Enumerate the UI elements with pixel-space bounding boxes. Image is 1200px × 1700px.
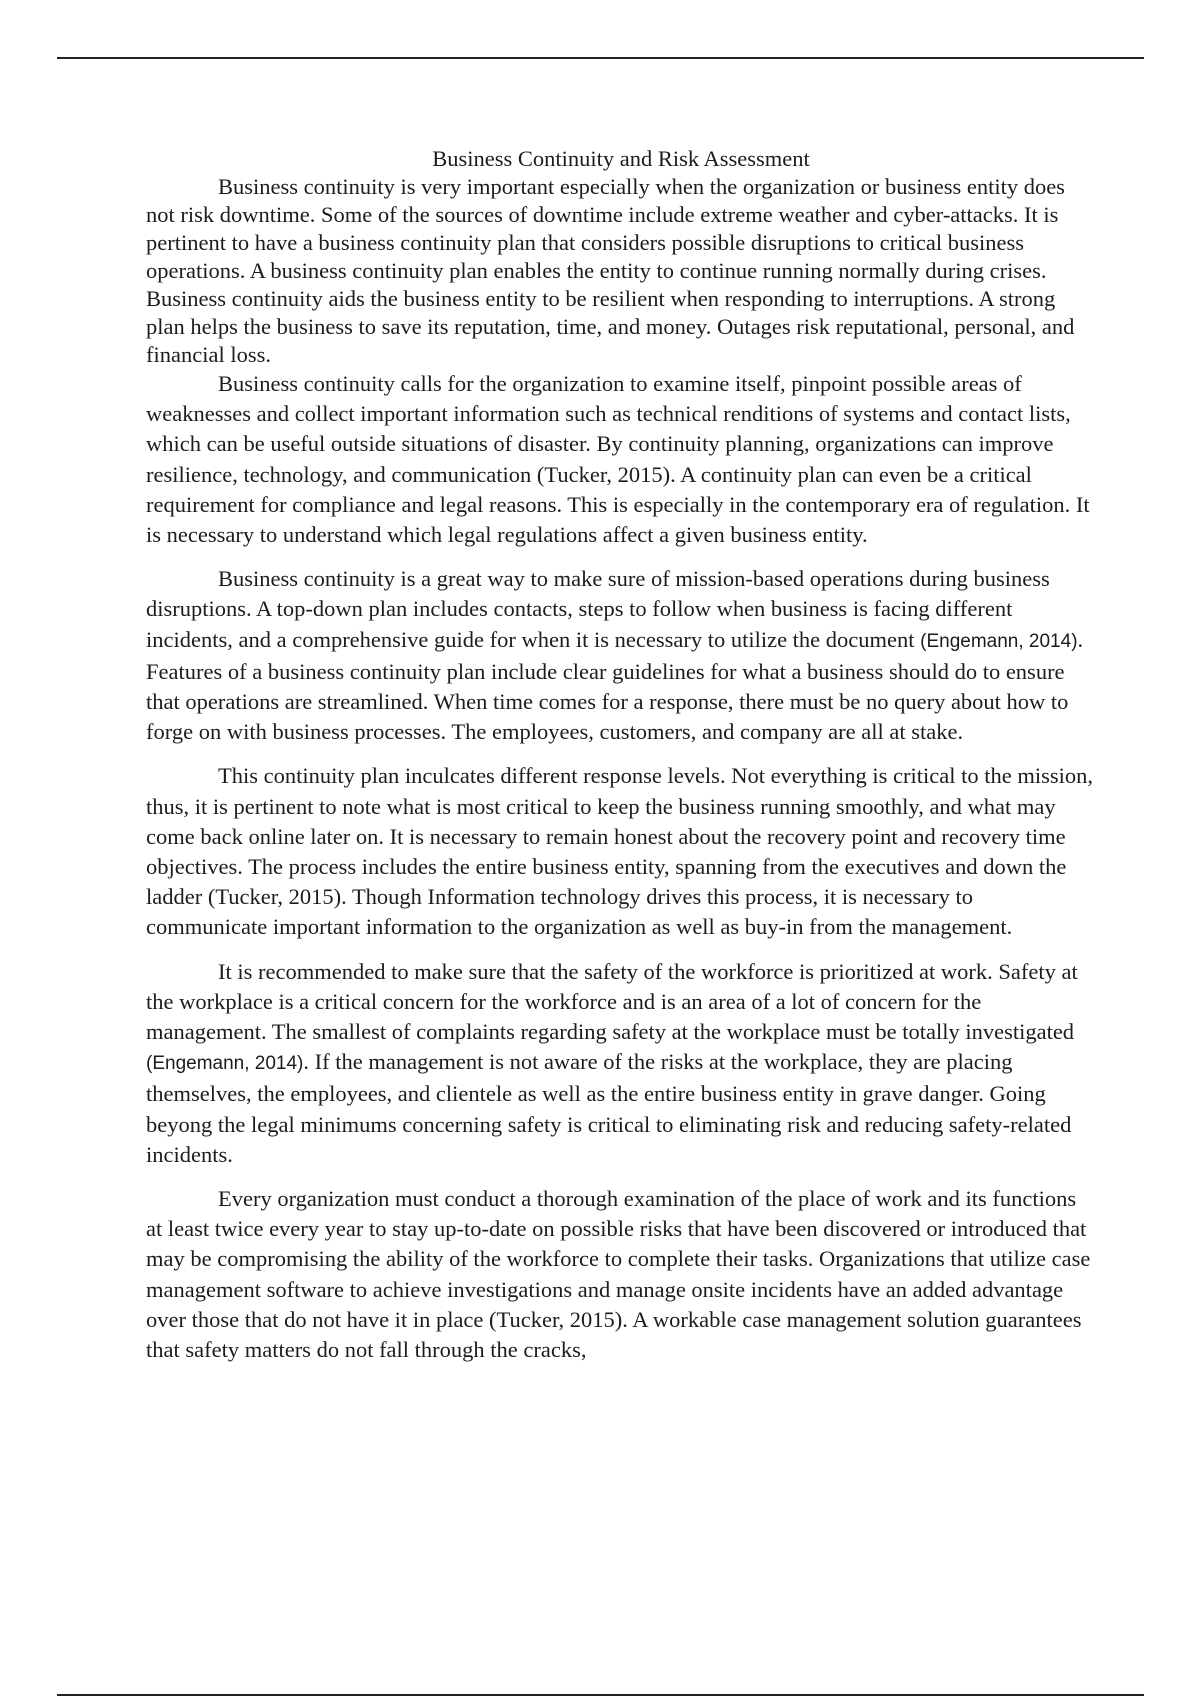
paragraph-1: Business continuity is very important especially when the organization or business entity does not risk downtime. Some of the sources of downtime include extreme weather and cyber-attacks. It is pertinent to have a business continuity plan that considers possible disruptions to critical business operations. A business continuity plan enables the entity to continue running normally during crises. Business continuity aids the business entity to be resilient when responding to interruptions. A strong plan helps the business to save its reputation, time, and money. Outages risk reputational, personal, and financial loss.: [146, 174, 1075, 367]
document-body: [146, 145, 1096, 1365]
paragraph-5-text-b: . If the management is not aware of the risks at the workplace, they are placing themselves, the employees, and clientele as well as the entire business entity in grave danger. Going beyong the legal minimums concerning safety is critical to eliminating risk and reducing safety-related incidents.: [146, 1049, 1072, 1167]
paragraph-5: [146, 957, 1096, 1170]
citation-engemann: (Engemann, 2014): [920, 630, 1078, 652]
citation-engemann: (Engemann, 2014): [146, 1053, 304, 1075]
document-title: Business Continuity and Risk Assessment: [432, 146, 810, 171]
paragraph-4: This continuity plan inculcates different response levels. Not everything is critical to the mission, thus, it is pertinent to note what is most critical to keep the business running smoothly, and what may come back online later on. It is necessary to remain honest about the recovery point and recovery time objectives. The process includes the entire business entity, spanning from the executives and down the ladder (Tucker, 2015). Though Information technology drives this process, it is necessary to communicate important information to the organization as well as buy-in from the management.: [146, 763, 1094, 940]
paragraph-2: Business continuity calls for the organization to examine itself, pinpoint possible areas of weaknesses and collect important information such as technical renditions of systems and contact lists, which can be useful outside situations of disaster. By continuity planning, organizations can improve resilience, technology, and communication (Tucker, 2015). A continuity plan can even be a critical requirement for compliance and legal reasons. This is especially in the contemporary era of regulation. It is necessary to understand which legal regulations affect a given business entity.: [146, 371, 1090, 548]
paragraph-3: [146, 564, 1096, 747]
paragraph-3-text-a: Business continuity is a great way to make sure of mission-based operations during business disruptions. A top-down plan includes contacts, steps to follow when business is facing different incidents, and a comprehensive guide for when it is necessary to utilize the document: [146, 566, 1050, 652]
paragraph-3-text-b: . Features of a business continuity plan include clear guidelines for what a business should do to ensure that operations are streamlined. When time comes for a response, there must be no query about how to forge on with business processes. The employees, customers, and company are all at stake.: [146, 626, 1084, 745]
header-rule: [57, 57, 1144, 59]
paragraph-6: Every organization must conduct a thorough examination of the place of work and its functions at least twice every year to stay up-to-date on possible risks that have been discovered or introduced that may be compromising the ability of the workforce to complete their tasks. Organizations that utilize case management software to achieve investigations and manage onsite incidents have an added advantage over those that do not have it in place (Tucker, 2015). A workable case management solution guarantees that safety matters do not fall through the cracks,: [146, 1186, 1091, 1363]
paragraph-5-text-a: It is recommended to make sure that the safety of the workforce is prioritized at work. Safety at the workplace is a critical concern for the workforce and is an area of a lot of concern for the management. The smallest of complaints regarding safety at the workplace must be totally investigated: [146, 958, 1078, 1045]
footer-rule: [57, 1694, 1144, 1696]
